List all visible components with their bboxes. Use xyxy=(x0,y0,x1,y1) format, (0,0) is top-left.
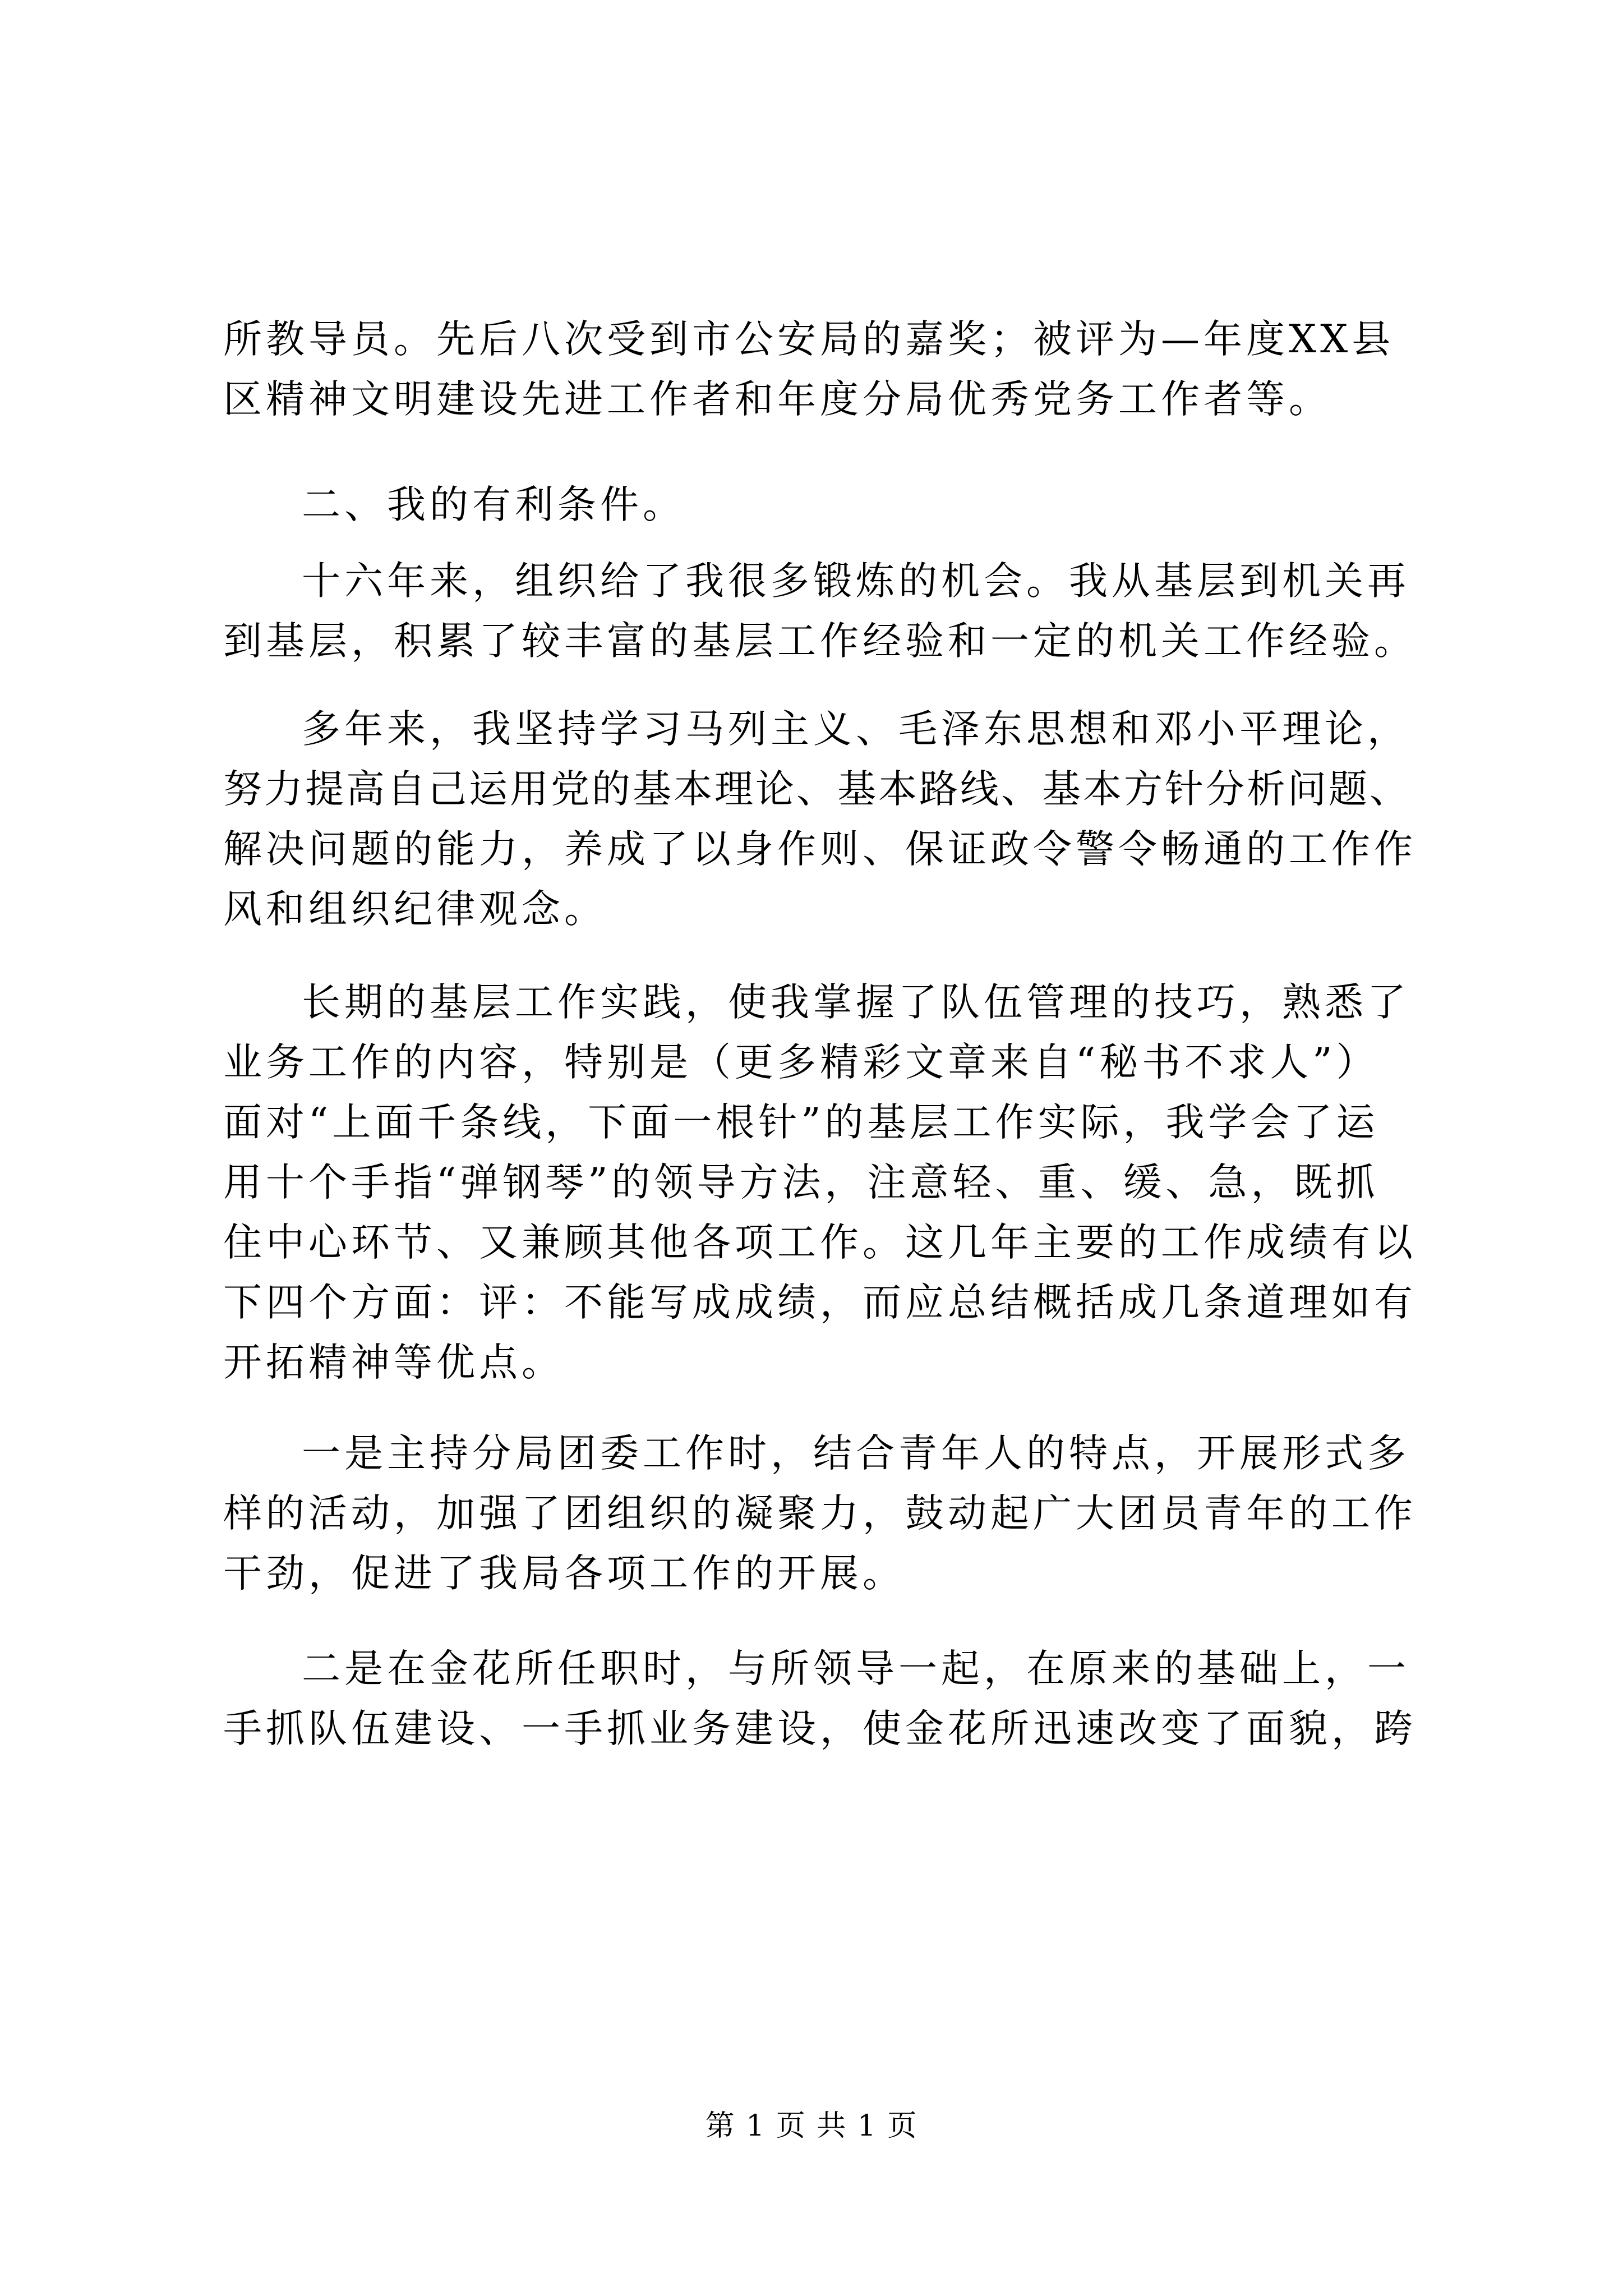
text-line: 风和组织纪律观念。 xyxy=(223,887,607,932)
text-line: 一是主持分局团委工作时，结合青年人的特点，开展形式多 xyxy=(302,1431,1410,1476)
text-line: 面对“上面千条线，下面一根针”的基层工作实际，我学会了运 xyxy=(223,1100,1379,1145)
text-line: 区精神文明建设先进工作者和年度分局优秀党务工作者等。 xyxy=(223,377,1331,422)
text-line: 干劲，促进了我局各项工作的开展。 xyxy=(223,1551,905,1596)
text-line: 业务工作的内容，特别是（更多精彩文章来自“秘书不求人”） xyxy=(223,1040,1379,1085)
text-line: 所教导员。先后八次受到市公安局的嘉奖；被评为—年度XX县 xyxy=(223,317,1395,362)
text-line: 样的活动，加强了团组织的凝聚力，鼓动起广大团员青年的工作 xyxy=(223,1491,1417,1536)
text-line: 多年来，我坚持学习马列主义、毛泽东思想和邓小平理论， xyxy=(302,707,1410,752)
section-heading: 二、我的有利条件。 xyxy=(302,482,685,527)
text-line: 到基层，积累了较丰富的基层工作经验和一定的机关工作经验。 xyxy=(223,619,1417,664)
text-line: 手抓队伍建设、一手抓业务建设，使金花所迅速改变了面貌，跨 xyxy=(223,1706,1417,1751)
page-footer: 第 1 页 共 1 页 xyxy=(705,2109,918,2143)
text-line: 十六年来，组织给了我很多锻炼的机会。我从基层到机关再 xyxy=(302,559,1410,604)
text-line: 努力提高自己运用党的基本理论、基本路线、基本方针分析问题、 xyxy=(223,767,1410,812)
text-line: 住中心环节、又兼顾其他各项工作。这几年主要的工作成绩有以 xyxy=(223,1220,1417,1265)
text-line: 解决问题的能力，养成了以身作则、保证政令警令畅通的工作作 xyxy=(223,827,1417,872)
text-line: 二是在金花所任职时，与所领导一起，在原来的基础上，一 xyxy=(302,1646,1410,1691)
text-line: 用十个手指“弹钢琴”的领导方法，注意轻、重、缓、急，既抓 xyxy=(223,1160,1379,1205)
text-line: 下四个方面：评：不能写成成绩，而应总结概括成几条道理如有 xyxy=(223,1280,1417,1325)
text-line: 长期的基层工作实践，使我掌握了队伍管理的技巧，熟悉了 xyxy=(302,980,1410,1025)
text-line: 开拓精神等优点。 xyxy=(223,1340,564,1385)
